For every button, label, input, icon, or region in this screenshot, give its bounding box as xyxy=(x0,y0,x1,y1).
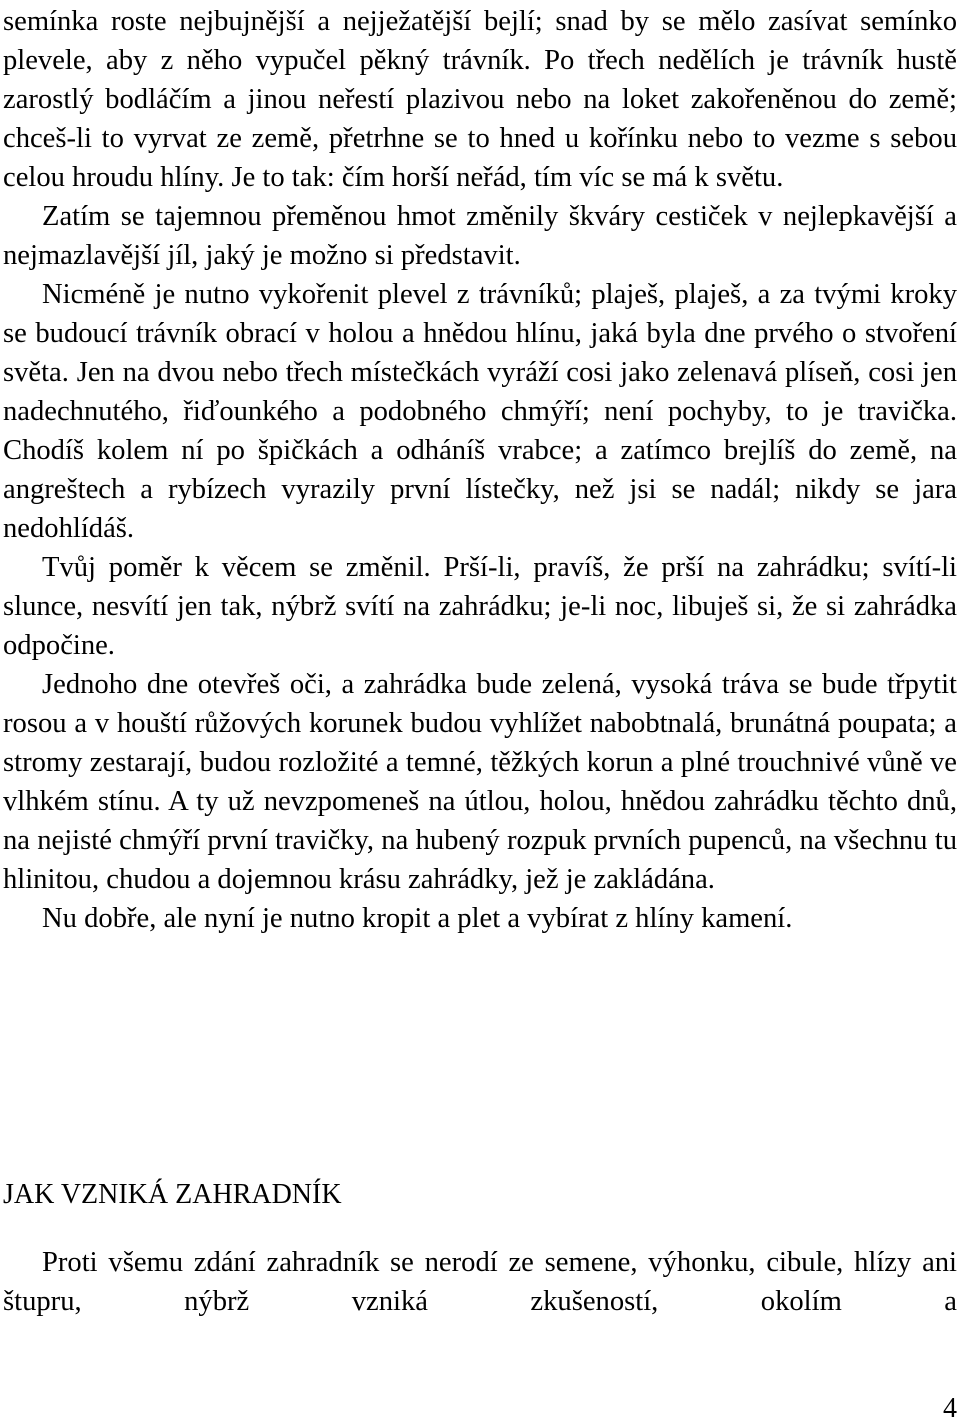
section-body xyxy=(3,1243,957,1321)
paragraph-continuation: semínka roste nejbujnější a nejježatější bejlí; snad by se mělo zasívat semínko plevele, aby z něho vypučel pěkný trávník. Po třech nedělích je trávník hustě zarostlý bodláčím a jinou neřestí plazivou nebo na loket zakořeněnou do země; chceš-li to vyrvat ze země, přetrhne se to hned u kořínku nebo to vezme s sebou celou hroudu hlíny. Je to tak: čím horší neřád, tím víc se má k světu. xyxy=(3,6,957,193)
paragraph: Zatím se tajemnou přeměnou hmot změnily škváry cestiček v nejlepkavější a nejmazlavější jíl, jaký je možno si představit. xyxy=(3,201,957,271)
paragraph: Nu dobře, ale nyní je nutno kropit a plet a vybírat z hlíny kamení. xyxy=(42,903,793,934)
paragraph: Nicméně je nutno vykořenit plevel z trávníků; plaješ, plaješ, a za tvými kroky se budoucí trávník obrací v holou a hnědou hlínu, jaká byla dne prvého o stvoření světa. Jen na dvou nebo třech místečkách vyráží cosi jako zelenavá plíseň, cosi jen nadechnutého, řiďounkého a podobného chmýří; není pochyby, to je travička. Chodíš kolem ní po špičkách a odháníš vrabce; a zatímco brejlíš do země, na angreštech a rybízech vyrazily první lístečky, než jsi se nadál; nikdy se jara nedohlídáš. xyxy=(3,279,957,544)
body-text xyxy=(3,2,957,938)
page-number: 4 xyxy=(943,1393,957,1424)
paragraph: Tvůj poměr k věcem se změnil. Prší-li, pravíš, že prší na zahrádku; svítí-li slunce, nesvítí jen tak, nýbrž svítí na zahrádku; je-li noc, libuješ si, že si zahrádka odpočine. xyxy=(3,552,957,661)
paragraph: Proti všemu zdání zahradník se nerodí ze semene, výhonku, cibule, hlízy ani štupru, nýbrž vzniká zkušeností, okolím a xyxy=(3,1247,957,1317)
section-heading: JAK VZNIKÁ ZAHRADNÍK xyxy=(3,1179,342,1210)
paragraph: Jednoho dne otevřeš oči, a zahrádka bude zelená, vysoká tráva se bude třpytit rosou a v houští růžových korunek budou vyhlížet nabobtnalá, brunátná poupata; a stromy zestarají, budou rozložité a temné, těžkých korun a plné trouchnivé vůně ve vlhkém stínu. A ty už nevzpomeneš na útlou, holou, hnědou zahrádku těchto dnů, na nejisté chmýří první travičky, na hubený rozpuk prvních pupenců, na všechnu tu hlinitou, chudou a dojemnou krásu zahrádky, jež je zakládána. xyxy=(3,669,957,895)
